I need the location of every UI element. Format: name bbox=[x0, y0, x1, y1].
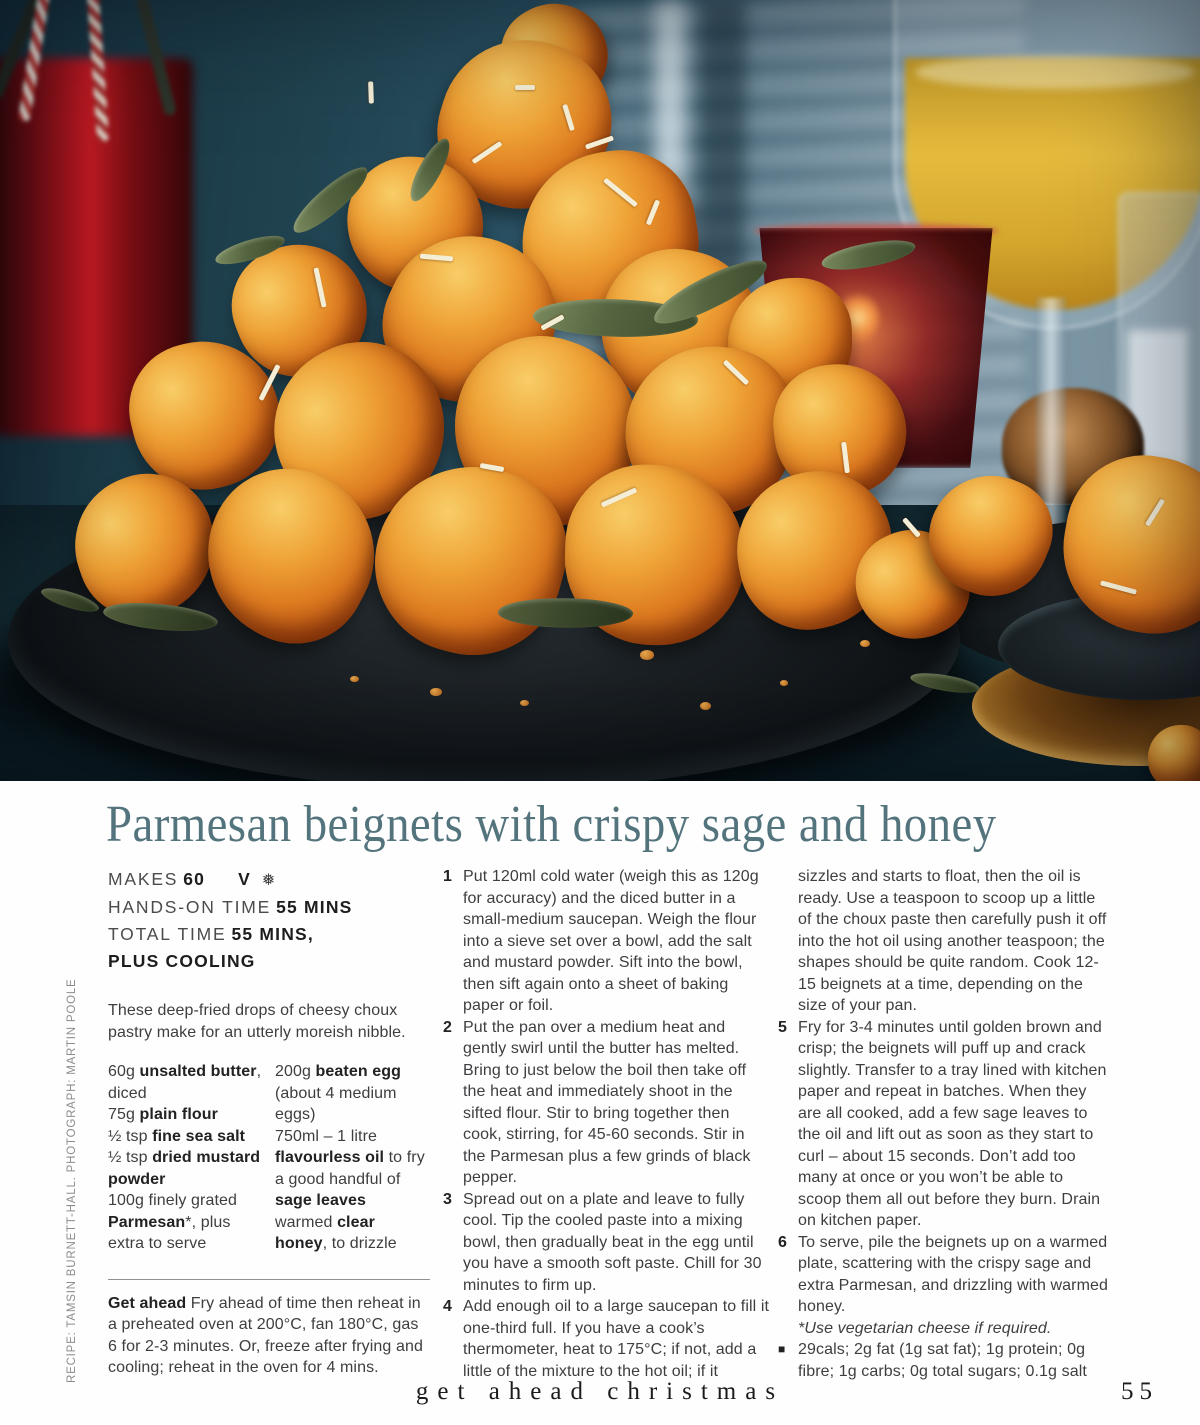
hands-on-value: 55 MINS bbox=[276, 897, 353, 917]
ingredients-col-1 bbox=[108, 1061, 263, 1255]
step-text: Put 120ml cold water (weigh this as 120g for accuracy) and the diced butter in a small-medium saucepan. Weigh the flour into a sieve set over a bowl, add the salt and mustard powder. Sift into the bowl, then sift again onto a sheet of baking paper or foil. bbox=[463, 868, 759, 1014]
step-number: 1 bbox=[443, 868, 452, 885]
vegetarian-symbol: V bbox=[238, 869, 251, 889]
ingredient-item: 100g finely grated Parmesan*, plus extra to serve bbox=[108, 1192, 238, 1252]
step-number: 6 bbox=[778, 1233, 787, 1251]
get-ahead-note: Get ahead Fry ahead of time then reheat in a preheated oven at 200°C, fan 180°C, gas 6 for 2-3 minutes. Or, freeze after frying and cooling; reheat in the oven for 4 mins. bbox=[108, 1294, 423, 1376]
step-text: sizzles and starts to float, then the oil is ready. Use a teaspoon to scoop up a little of the choux paste then carefully push it off into the hot oil using another teaspoon; the shapes should be quite random. Cook 12-15 beignets at a time, depending on the size of your pan. bbox=[798, 868, 1107, 1014]
hands-on-label: HANDS-ON TIME bbox=[108, 897, 272, 917]
total-time-line bbox=[108, 921, 430, 948]
ingredient-item: 75g plain flour bbox=[108, 1106, 218, 1123]
step-number: 2 bbox=[443, 1018, 452, 1036]
step-number: 3 bbox=[443, 1190, 452, 1208]
step-text: To serve, pile the beignets up on a warmed plate, scattering with the crispy sage and extra Parmesan, and drizzling with warmed honey. bbox=[798, 1233, 1109, 1315]
ingredient-item: ½ tsp fine sea salt bbox=[108, 1127, 246, 1145]
makes-label: MAKES bbox=[108, 869, 179, 889]
step-text: 29cals; 2g fat (1g sat fat); 1g protein; 0g fibre; 1g carbs; 0g total sugars; 0.1g salt bbox=[798, 1341, 1087, 1380]
makes-line bbox=[108, 866, 430, 894]
step-number: 5 bbox=[778, 1018, 787, 1036]
snowflake-freezable-icon: ❅ bbox=[261, 872, 276, 889]
step-number bbox=[778, 1318, 798, 1340]
step-text: Fry for 3-4 minutes until golden brown and crisp; the beignets will puff up and crack slightly. Transfer to a tray lined with kitchen paper and repeat in batches. When they are all cooked, add a few sage leaves to the oil and lift out as soon as they start to curl – about 15 seconds. Don’t add too many at once or you won’t be able to scoop them all out before they burn. Drain on kitchen paper. bbox=[798, 1018, 1107, 1229]
recipe-intro: These deep-fried drops of cheesy choux pastry make for an utterly moreish nibble. bbox=[108, 1002, 406, 1041]
left-column bbox=[108, 866, 430, 1379]
square-bullet-icon: ■ bbox=[778, 1342, 786, 1356]
ingredient-item: a good handful of sage leaves bbox=[275, 1170, 401, 1209]
ingredients-col-2 bbox=[275, 1061, 430, 1255]
ingredient-item: 200g beaten egg (about 4 medium eggs) bbox=[275, 1063, 402, 1123]
page-number: 55 bbox=[1121, 1378, 1158, 1405]
method-step bbox=[778, 866, 1108, 1017]
method-step bbox=[443, 1189, 770, 1297]
method-step bbox=[778, 1318, 1108, 1340]
ingredient-item: ½ tsp dried mustard powder bbox=[108, 1149, 261, 1188]
step-text: *Use vegetarian cheese if required. bbox=[798, 1319, 1052, 1337]
total-time-label: TOTAL TIME bbox=[108, 924, 227, 944]
nutrition-line bbox=[778, 1339, 1108, 1382]
ingredients-list bbox=[108, 1061, 430, 1255]
method-step bbox=[778, 1017, 1108, 1232]
divider-rule bbox=[108, 1279, 430, 1280]
recipe-meta bbox=[108, 866, 430, 975]
total-time-line2 bbox=[108, 948, 430, 975]
step-text: Put the pan over a medium heat and gently swirl until the butter has melted. Bring to just below the boil then take off the heat and immediately shoot in the sifted flour. Stir to bring together then cook, stirring, for 45-60 seconds. Stir in the Parmesan plus a few grinds of black pepper. bbox=[463, 1018, 751, 1186]
hands-on-line bbox=[108, 894, 430, 921]
step-text: Spread out on a plate and leave to fully cool. Tip the cooled paste into a mixing bowl, then gradually beat in the egg until you have a smooth soft paste. Chill for 30 minutes to firm up. bbox=[463, 1190, 762, 1294]
method-step bbox=[778, 1232, 1108, 1318]
ingredient-item: warmed clear honey, to drizzle bbox=[275, 1213, 397, 1252]
total-time-value: 55 MINS, bbox=[231, 924, 314, 944]
method-step bbox=[443, 1017, 770, 1189]
ingredient-item: 750ml – 1 litre flavourless oil to fry bbox=[275, 1127, 425, 1166]
makes-value: 60 bbox=[183, 869, 206, 889]
method-step bbox=[443, 1296, 770, 1382]
step-number: 4 bbox=[443, 1298, 452, 1315]
recipe-title: Parmesan beignets with crispy sage and honey bbox=[106, 796, 997, 853]
total-time-value-2: PLUS COOLING bbox=[108, 951, 256, 971]
method-step bbox=[443, 866, 770, 1017]
steps-column-2 bbox=[778, 866, 1108, 1382]
steps-column-1 bbox=[443, 866, 770, 1382]
step-text: Add enough oil to a large saucepan to fill it one-third full. If you have a cook’s thermometer, heat to 175°C; if not, add a little of the mixture to the hot oil; if it bbox=[463, 1298, 770, 1380]
ingredient-item: 60g unsalted butter, diced bbox=[108, 1063, 262, 1102]
step-number bbox=[778, 866, 798, 1017]
photo-credit: RECIPE: TAMSIN BURNETT-HALL. PHOTOGRAPH: MARTIN POOLE bbox=[66, 978, 78, 1383]
footer-section-title: get ahead christmas bbox=[415, 1378, 785, 1405]
